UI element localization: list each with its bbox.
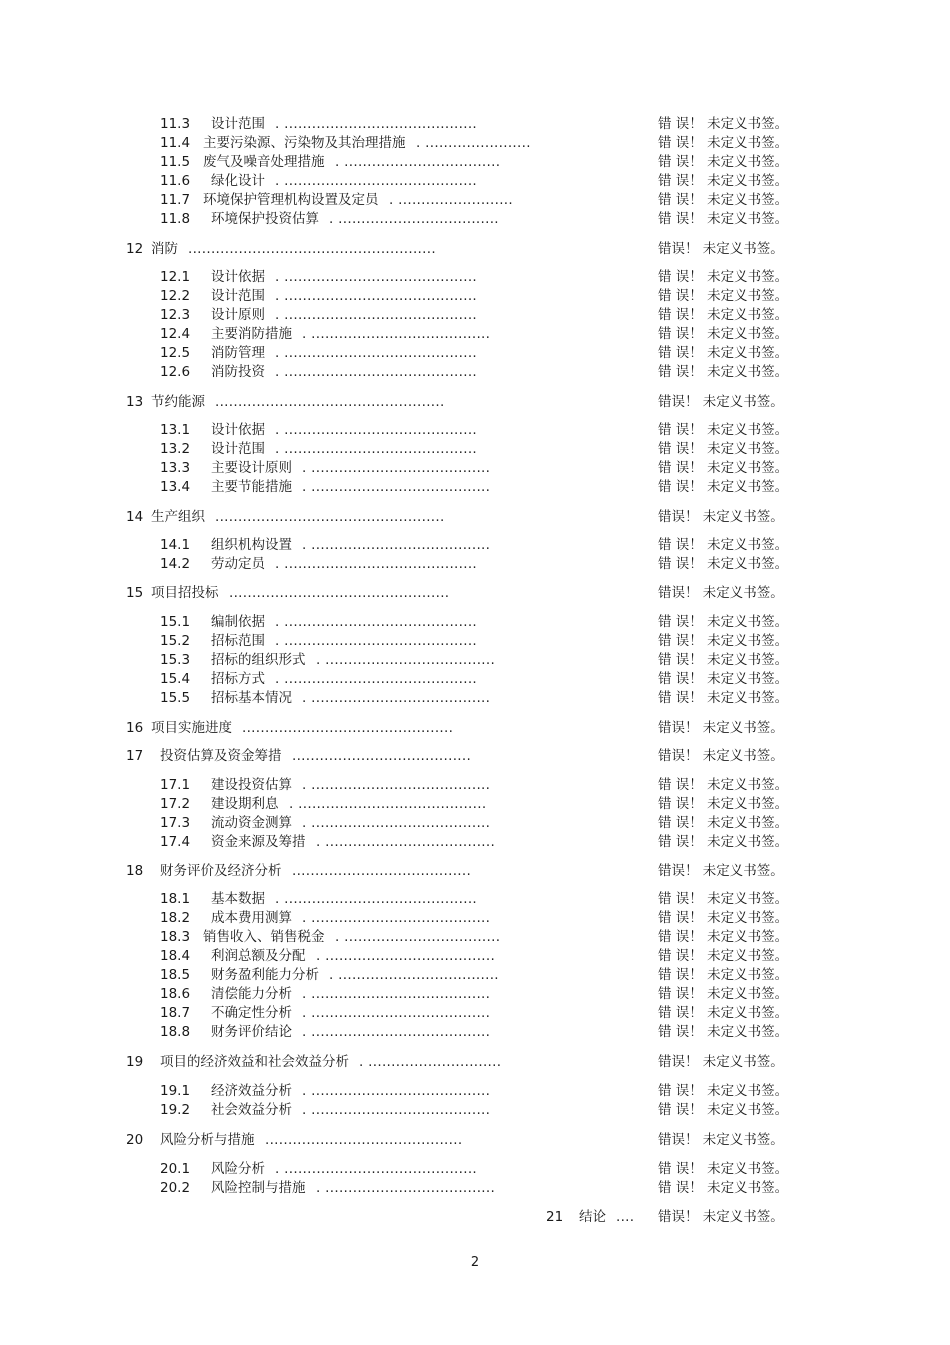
toc-leader-dots: ................................................ <box>229 585 450 601</box>
toc-entry-number: 12.1 <box>160 269 191 285</box>
toc-entry-number: 12.4 <box>160 326 191 342</box>
toc-entry-number: 18 <box>126 863 144 879</box>
toc-leader-dots: . .......................................... <box>275 307 478 323</box>
toc-page-reference: 错 误！ 未定义书签。 <box>658 815 789 831</box>
toc-entry-title: 清偿能力分析 <box>211 986 292 1002</box>
toc-page-reference: 错 误！ 未定义书签。 <box>658 1005 789 1021</box>
toc-entry-number: 13.3 <box>160 460 191 476</box>
toc-leader-dots: . .......................................... <box>275 364 478 380</box>
toc-entry-title: 消防管理 <box>211 345 265 361</box>
toc-entry-number: 11.3 <box>160 116 191 132</box>
toc-entry-title: 设计范围 <box>211 288 265 304</box>
toc-leader-dots: . .......................................... <box>275 116 478 132</box>
toc-page-reference: 错 误！ 未定义书签。 <box>658 364 789 380</box>
toc-subsection-entry[interactable] <box>0 536 950 555</box>
toc-page-reference: 错 误！ 未定义书签。 <box>658 211 789 227</box>
toc-section-entry[interactable] <box>0 862 950 881</box>
toc-subsection-entry[interactable] <box>0 478 950 497</box>
toc-page-reference: 错 误！ 未定义书签。 <box>658 948 789 964</box>
toc-entry-number: 16 <box>126 720 144 736</box>
toc-entry-number: 18.8 <box>160 1024 191 1040</box>
toc-entry-title: 销售收入、销售税金 <box>203 929 325 945</box>
toc-page-reference: 错误！ 未定义书签。 <box>658 1132 784 1148</box>
toc-page-reference: 错 误！ 未定义书签。 <box>658 796 789 812</box>
toc-subsection-entry[interactable] <box>0 421 950 440</box>
toc-subsection-entry[interactable] <box>0 459 950 478</box>
toc-leader-dots: . .......................................... <box>275 288 478 304</box>
toc-entry-number: 11.6 <box>160 173 191 189</box>
toc-section-entry[interactable] <box>0 508 950 527</box>
toc-leader-dots: . .......................................... <box>275 891 478 907</box>
toc-page-reference: 错 误！ 未定义书签。 <box>658 671 789 687</box>
toc-page-reference: 错 误！ 未定义书签。 <box>658 777 789 793</box>
toc-section-entry[interactable] <box>0 1208 950 1227</box>
toc-leader-dots: ....................................... <box>292 863 472 879</box>
toc-entry-title: 项目实施进度 <box>151 720 232 736</box>
toc-leader-dots: ...................................................... <box>188 241 436 257</box>
toc-subsection-entry[interactable] <box>0 890 950 909</box>
toc-entry-title: 消防 <box>151 241 178 257</box>
toc-subsection-entry[interactable] <box>0 1004 950 1023</box>
toc-entry-number: 18.6 <box>160 986 191 1002</box>
toc-entry-title: 风险分析与措施 <box>160 1132 255 1148</box>
toc-section-entry[interactable] <box>0 747 950 766</box>
toc-page-reference: 错 误！ 未定义书签。 <box>658 479 789 495</box>
toc-subsection-entry[interactable] <box>0 363 950 382</box>
toc-subsection-entry[interactable] <box>0 613 950 632</box>
toc-section-entry[interactable] <box>0 393 950 412</box>
toc-entry-title: 消防投资 <box>211 364 265 380</box>
toc-entry-number: 21 <box>546 1209 564 1225</box>
toc-entry-number: 17.4 <box>160 834 191 850</box>
toc-page-reference: 错误！ 未定义书签。 <box>658 720 784 736</box>
toc-subsection-entry[interactable] <box>0 1023 950 1042</box>
toc-page-reference: 错误！ 未定义书签。 <box>658 863 784 879</box>
toc-entry-number: 15.1 <box>160 614 191 630</box>
toc-subsection-entry[interactable] <box>0 1160 950 1179</box>
toc-entry-title: 设计原则 <box>211 307 265 323</box>
page-number: 2 <box>470 1255 480 1270</box>
toc-subsection-entry[interactable] <box>0 909 950 928</box>
toc-subsection-entry[interactable] <box>0 268 950 287</box>
toc-entry-number: 19.2 <box>160 1102 191 1118</box>
toc-entry-title: 主要设计原则 <box>211 460 292 476</box>
toc-page-reference: 错 误！ 未定义书签。 <box>658 326 789 342</box>
toc-leader-dots: . ....................................... <box>302 690 491 706</box>
toc-entry-title: 编制依据 <box>211 614 265 630</box>
toc-entry-number: 18.1 <box>160 891 191 907</box>
toc-entry-title: 社会效益分析 <box>211 1102 292 1118</box>
toc-page-reference: 错误！ 未定义书签。 <box>658 1209 784 1225</box>
toc-entry-title: 节约能源 <box>151 394 205 410</box>
toc-entry-number: 15.5 <box>160 690 191 706</box>
toc-page-reference: 错 误！ 未定义书签。 <box>658 652 789 668</box>
toc-subsection-entry[interactable] <box>0 966 950 985</box>
toc-leader-dots: . ..................................... <box>316 834 496 850</box>
toc-leader-dots: .............................................. <box>242 720 454 736</box>
toc-page-reference: 错误！ 未定义书签。 <box>658 748 784 764</box>
toc-entry-number: 18.7 <box>160 1005 191 1021</box>
toc-entry-number: 14 <box>126 509 144 525</box>
toc-entry-title: 财务评价结论 <box>211 1024 292 1040</box>
toc-entry-title: 设计依据 <box>211 269 265 285</box>
toc-entry-number: 15.3 <box>160 652 191 668</box>
toc-leader-dots: . ....................... <box>416 135 531 151</box>
toc-entry-number: 12.3 <box>160 307 191 323</box>
toc-entry-title: 风险分析 <box>211 1161 265 1177</box>
toc-subsection-entry[interactable] <box>0 172 950 191</box>
toc-subsection-entry[interactable] <box>0 344 950 363</box>
toc-subsection-entry[interactable] <box>0 776 950 795</box>
toc-leader-dots: . ....................................... <box>302 537 491 553</box>
toc-entry-number: 15.4 <box>160 671 191 687</box>
toc-entry-title: 招标基本情况 <box>211 690 292 706</box>
toc-page-reference: 错 误！ 未定义书签。 <box>658 460 789 476</box>
toc-leader-dots: . .................................. <box>335 154 501 170</box>
toc-leader-dots: . .................................. <box>335 929 501 945</box>
toc-entry-number: 18.5 <box>160 967 191 983</box>
toc-entry-title: 绿化设计 <box>211 173 265 189</box>
toc-page-reference: 错误！ 未定义书签。 <box>658 1054 784 1070</box>
toc-section-entry[interactable] <box>0 719 950 738</box>
toc-leader-dots: . .......................................... <box>275 269 478 285</box>
toc-entry-title: 成本费用测算 <box>211 910 292 926</box>
toc-page-reference: 错 误！ 未定义书签。 <box>658 1180 789 1196</box>
toc-subsection-entry[interactable] <box>0 670 950 689</box>
toc-entry-number: 17.2 <box>160 796 191 812</box>
toc-page-reference: 错误！ 未定义书签。 <box>658 509 784 525</box>
toc-entry-title: 组织机构设置 <box>211 537 292 553</box>
toc-page-reference: 错 误！ 未定义书签。 <box>658 288 789 304</box>
toc-entry-number: 14.1 <box>160 537 191 553</box>
toc-subsection-entry[interactable] <box>0 325 950 344</box>
toc-entry-number: 18.4 <box>160 948 191 964</box>
toc-page-reference: 错 误！ 未定义书签。 <box>658 967 789 983</box>
toc-subsection-entry[interactable] <box>0 440 950 459</box>
toc-leader-dots: . .......................................... <box>275 173 478 189</box>
toc-entry-title: 生产组织 <box>151 509 205 525</box>
toc-leader-dots: . ....................................... <box>302 326 491 342</box>
toc-subsection-entry[interactable] <box>0 153 950 172</box>
toc-page-reference: 错 误！ 未定义书签。 <box>658 1102 789 1118</box>
toc-section-entry[interactable] <box>0 240 950 259</box>
toc-page-reference: 错 误！ 未定义书签。 <box>658 891 789 907</box>
toc-entry-number: 11.8 <box>160 211 191 227</box>
toc-entry-number: 20.1 <box>160 1161 191 1177</box>
toc-entry-number: 17 <box>126 748 144 764</box>
toc-subsection-entry[interactable] <box>0 115 950 134</box>
toc-entry-number: 12.5 <box>160 345 191 361</box>
toc-leader-dots: . ....................................... <box>302 777 491 793</box>
toc-subsection-entry[interactable] <box>0 689 950 708</box>
toc-entry-title: 建设期利息 <box>211 796 279 812</box>
toc-page-reference: 错 误！ 未定义书签。 <box>658 173 789 189</box>
toc-entry-title: 财务评价及经济分析 <box>160 863 282 879</box>
toc-entry-title: 主要消防措施 <box>211 326 292 342</box>
toc-leader-dots: . ................................... <box>329 967 499 983</box>
toc-entry-number: 15.2 <box>160 633 191 649</box>
toc-subsection-entry[interactable] <box>0 306 950 325</box>
toc-entry-number: 15 <box>126 585 144 601</box>
toc-leader-dots: ....................................... <box>292 748 472 764</box>
toc-entry-title: 主要污染源、污染物及其治理措施 <box>203 135 406 151</box>
toc-entry-number: 18.2 <box>160 910 191 926</box>
toc-page-reference: 错 误！ 未定义书签。 <box>658 633 789 649</box>
toc-leader-dots: . ..................................... <box>316 652 496 668</box>
toc-leader-dots: . ............................. <box>359 1054 502 1070</box>
toc-subsection-entry[interactable] <box>0 1179 950 1198</box>
toc-page-reference: 错 误！ 未定义书签。 <box>658 537 789 553</box>
toc-entry-title: 结论 <box>579 1209 606 1225</box>
toc-page-reference: 错 误！ 未定义书签。 <box>658 556 789 572</box>
toc-entry-title: 资金来源及筹措 <box>211 834 306 850</box>
toc-entry-title: 项目招投标 <box>151 585 219 601</box>
toc-subsection-entry[interactable] <box>0 1082 950 1101</box>
toc-entry-number: 14.2 <box>160 556 191 572</box>
toc-leader-dots: . ......................... <box>389 192 513 208</box>
toc-page-reference: 错 误！ 未定义书签。 <box>658 422 789 438</box>
toc-page-reference: 错 误！ 未定义书签。 <box>658 269 789 285</box>
toc-entry-number: 13.4 <box>160 479 191 495</box>
toc-entry-number: 11.7 <box>160 192 191 208</box>
toc-leader-dots: . ..................................... <box>316 948 496 964</box>
toc-entry-title: 基本数据 <box>211 891 265 907</box>
toc-leader-dots: . ....................................... <box>302 1024 491 1040</box>
toc-page-reference: 错 误！ 未定义书签。 <box>658 154 789 170</box>
toc-subsection-entry[interactable] <box>0 210 950 229</box>
toc-subsection-entry[interactable] <box>0 814 950 833</box>
toc-page-reference: 错 误！ 未定义书签。 <box>658 116 789 132</box>
toc-leader-dots: ........................................... <box>265 1132 463 1148</box>
toc-entry-title: 环境保护管理机构设置及定员 <box>203 192 379 208</box>
toc-section-entry[interactable] <box>0 1131 950 1150</box>
toc-subsection-entry[interactable] <box>0 632 950 651</box>
toc-entry-number: 17.1 <box>160 777 191 793</box>
toc-entry-title: 经济效益分析 <box>211 1083 292 1099</box>
toc-subsection-entry[interactable] <box>0 947 950 966</box>
toc-section-entry[interactable] <box>0 1053 950 1072</box>
toc-entry-number: 13.1 <box>160 422 191 438</box>
toc-entry-number: 13 <box>126 394 144 410</box>
toc-page-reference: 错误！ 未定义书签。 <box>658 585 784 601</box>
toc-subsection-entry[interactable] <box>0 985 950 1004</box>
toc-page-reference: 错 误！ 未定义书签。 <box>658 345 789 361</box>
toc-page-reference: 错 误！ 未定义书签。 <box>658 834 789 850</box>
toc-page-reference: 错 误！ 未定义书签。 <box>658 135 789 151</box>
toc-page-reference: 错 误！ 未定义书签。 <box>658 690 789 706</box>
toc-leader-dots: . .......................................... <box>275 614 478 630</box>
toc-entry-title: 设计依据 <box>211 422 265 438</box>
toc-leader-dots: . ....................................... <box>302 815 491 831</box>
toc-entry-title: 主要节能措施 <box>211 479 292 495</box>
toc-subsection-entry[interactable] <box>0 795 950 814</box>
toc-page-reference: 错 误！ 未定义书签。 <box>658 441 789 457</box>
toc-page-reference: 错误！ 未定义书签。 <box>658 394 784 410</box>
toc-entry-title: 不确定性分析 <box>211 1005 292 1021</box>
toc-leader-dots: . .......................................... <box>275 1161 478 1177</box>
toc-entry-title: 设计范围 <box>211 116 265 132</box>
toc-leader-dots: .... <box>616 1209 635 1225</box>
toc-leader-dots: . .......................................... <box>275 671 478 687</box>
toc-entry-number: 20 <box>126 1132 144 1148</box>
toc-leader-dots: . ....................................... <box>302 1005 491 1021</box>
toc-entry-title: 建设投资估算 <box>211 777 292 793</box>
toc-entry-number: 18.3 <box>160 929 191 945</box>
toc-page-reference: 错 误！ 未定义书签。 <box>658 1083 789 1099</box>
toc-entry-title: 环境保护投资估算 <box>211 211 319 227</box>
toc-leader-dots: .................................................. <box>215 394 445 410</box>
toc-page-reference: 错 误！ 未定义书签。 <box>658 929 789 945</box>
toc-subsection-entry[interactable] <box>0 833 950 852</box>
toc-subsection-entry[interactable] <box>0 651 950 670</box>
toc-subsection-entry[interactable] <box>0 1101 950 1120</box>
toc-leader-dots: . ....................................... <box>302 1083 491 1099</box>
toc-leader-dots: . .......................................... <box>275 633 478 649</box>
toc-entry-number: 20.2 <box>160 1180 191 1196</box>
toc-leader-dots: . ....................................... <box>302 1102 491 1118</box>
toc-entry-title: 利润总额及分配 <box>211 948 306 964</box>
toc-page-reference: 错误！ 未定义书签。 <box>658 241 784 257</box>
toc-entry-number: 19.1 <box>160 1083 191 1099</box>
toc-leader-dots: . ................................... <box>329 211 499 227</box>
toc-leader-dots: .................................................. <box>215 509 445 525</box>
toc-page-reference: 错 误！ 未定义书签。 <box>658 1024 789 1040</box>
toc-entry-title: 劳动定员 <box>211 556 265 572</box>
toc-subsection-entry[interactable] <box>0 555 950 574</box>
toc-entry-number: 13.2 <box>160 441 191 457</box>
toc-subsection-entry[interactable] <box>0 134 950 153</box>
toc-entry-number: 17.3 <box>160 815 191 831</box>
toc-leader-dots: . ..................................... <box>316 1180 496 1196</box>
toc-entry-number: 11.4 <box>160 135 191 151</box>
toc-leader-dots: . .......................................... <box>275 556 478 572</box>
toc-entry-title: 财务盈利能力分析 <box>211 967 319 983</box>
toc-entry-title: 流动资金测算 <box>211 815 292 831</box>
toc-leader-dots: . .......................................... <box>275 345 478 361</box>
toc-leader-dots: . ....................................... <box>302 910 491 926</box>
toc-page-reference: 错 误！ 未定义书签。 <box>658 192 789 208</box>
toc-page-reference: 错 误！ 未定义书签。 <box>658 307 789 323</box>
toc-subsection-entry[interactable] <box>0 191 950 210</box>
toc-page-reference: 错 误！ 未定义书签。 <box>658 614 789 630</box>
toc-subsection-entry[interactable] <box>0 928 950 947</box>
toc-entry-number: 12.2 <box>160 288 191 304</box>
toc-page-reference: 错 误！ 未定义书签。 <box>658 1161 789 1177</box>
toc-subsection-entry[interactable] <box>0 287 950 306</box>
toc-entry-title: 风险控制与措施 <box>211 1180 306 1196</box>
toc-entry-title: 废气及噪音处理措施 <box>203 154 325 170</box>
toc-entry-number: 19 <box>126 1054 144 1070</box>
toc-entry-title: 项目的经济效益和社会效益分析 <box>160 1054 349 1070</box>
toc-page-reference: 错 误！ 未定义书签。 <box>658 910 789 926</box>
toc-entry-title: 招标范围 <box>211 633 265 649</box>
toc-entry-number: 12.6 <box>160 364 191 380</box>
toc-leader-dots: . .......................................... <box>275 441 478 457</box>
toc-section-entry[interactable] <box>0 584 950 603</box>
toc-leader-dots: . ....................................... <box>302 460 491 476</box>
toc-entry-title: 招标方式 <box>211 671 265 687</box>
toc-leader-dots: . ....................................... <box>302 986 491 1002</box>
toc-entry-number: 12 <box>126 241 144 257</box>
toc-entry-title: 招标的组织形式 <box>211 652 306 668</box>
toc-leader-dots: . ....................................... <box>302 479 491 495</box>
toc-page-reference: 错 误！ 未定义书签。 <box>658 986 789 1002</box>
toc-leader-dots: . ......................................... <box>289 796 487 812</box>
toc-entry-title: 投资估算及资金筹措 <box>160 748 282 764</box>
toc-entry-title: 设计范围 <box>211 441 265 457</box>
toc-leader-dots: . .......................................... <box>275 422 478 438</box>
toc-entry-number: 11.5 <box>160 154 191 170</box>
